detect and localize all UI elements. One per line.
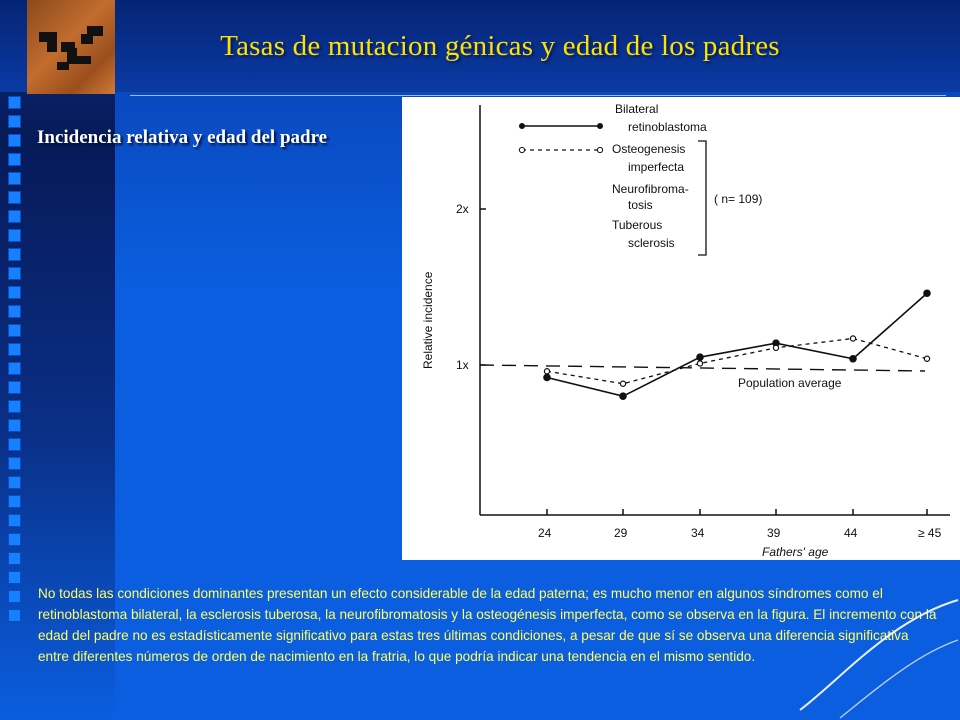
slide-title: Tasas de mutacion génicas y edad de los padres <box>220 30 780 62</box>
legend-label: sclerosis <box>628 236 675 250</box>
side-square <box>8 495 21 508</box>
line-chart <box>402 97 960 560</box>
side-square <box>8 476 21 489</box>
data-point-other-conditions <box>924 356 929 361</box>
side-square <box>8 381 21 394</box>
data-point-retinoblastoma <box>620 393 626 399</box>
legend-label: retinoblastoma <box>628 120 707 134</box>
side-square <box>8 153 21 166</box>
legend-label: Neurofibroma- <box>612 182 689 196</box>
side-square <box>8 172 21 185</box>
x-tick-label: 29 <box>614 526 628 540</box>
y-axis-label: Relative incidence <box>421 271 435 369</box>
legend-label: Osteogenesis <box>612 142 686 156</box>
legend-bracket <box>698 141 706 255</box>
data-point-other-conditions <box>620 381 625 386</box>
university-logo <box>27 0 115 94</box>
population-average-label: Population average <box>738 376 842 390</box>
title-divider <box>130 95 946 96</box>
side-square <box>8 210 21 223</box>
side-square <box>8 400 21 413</box>
y-tick-label: 2x <box>456 202 469 216</box>
side-square <box>8 419 21 432</box>
legend-label: Tuberous <box>612 218 663 232</box>
side-square-decoration <box>8 96 22 706</box>
side-square <box>8 571 21 584</box>
x-tick-label: 39 <box>767 526 781 540</box>
data-point-other-conditions <box>850 336 855 341</box>
legend-marker-solid <box>519 123 525 129</box>
chart-panel <box>402 97 960 560</box>
side-square <box>8 438 21 451</box>
side-square <box>8 96 21 109</box>
y-tick-label: 1x <box>456 358 469 372</box>
legend-marker-open <box>519 147 524 152</box>
side-square <box>8 305 21 318</box>
data-point-other-conditions <box>773 345 778 350</box>
series-line-other-conditions <box>547 338 927 383</box>
side-square <box>8 191 21 204</box>
data-point-other-conditions <box>544 369 549 374</box>
side-square <box>8 514 21 527</box>
data-point-retinoblastoma <box>850 356 856 362</box>
side-square <box>8 552 21 565</box>
x-tick-label: 34 <box>691 526 705 540</box>
slide-subtitle: Incidencia relativa y edad del padre <box>37 127 328 148</box>
side-square <box>8 533 21 546</box>
x-tick-label: 44 <box>844 526 858 540</box>
side-square <box>8 286 21 299</box>
x-tick-label: 24 <box>538 526 552 540</box>
side-square <box>8 343 21 356</box>
data-point-other-conditions <box>697 361 702 366</box>
side-square <box>8 362 21 375</box>
data-point-retinoblastoma <box>924 290 930 296</box>
legend-label: Bilateral <box>615 102 659 116</box>
legend-marker-solid <box>597 123 603 129</box>
side-square <box>8 609 21 622</box>
legend-marker-open <box>597 147 602 152</box>
data-point-retinoblastoma <box>544 374 550 380</box>
legend-label: imperfecta <box>628 160 685 174</box>
side-square <box>8 267 21 280</box>
side-square <box>8 457 21 470</box>
side-square <box>8 324 21 337</box>
data-point-retinoblastoma <box>697 354 703 360</box>
x-tick-label: ≥ 45 <box>918 526 942 540</box>
side-square <box>8 134 21 147</box>
side-square <box>8 229 21 242</box>
side-square <box>8 590 21 603</box>
legend-label: tosis <box>628 198 653 212</box>
legend-group-label: ( n= 109) <box>714 192 763 206</box>
slide-caption: No todas las condiciones dominantes presentan un efecto considerable de la edad paterna; es mucho menor en algunos síndromes como el retinoblastoma bilateral, la esclerosis tuberosa, la neurofibromatosis y la osteogénesis imperfecta, como se observa en la figura. El incremento con la edad del padre no es estadísticamente significativo para estas tres últimas condiciones, a pesar de que sí se observa una diferencia significativa entre diferentes números de orden de nacimiento en la fratria, lo que podría indicar una tendencia en el mismo sentido. <box>38 586 937 664</box>
side-square <box>8 115 21 128</box>
decorative-swirl <box>780 560 960 720</box>
x-axis-label: Fathers' age <box>762 545 829 559</box>
side-square <box>8 248 21 261</box>
